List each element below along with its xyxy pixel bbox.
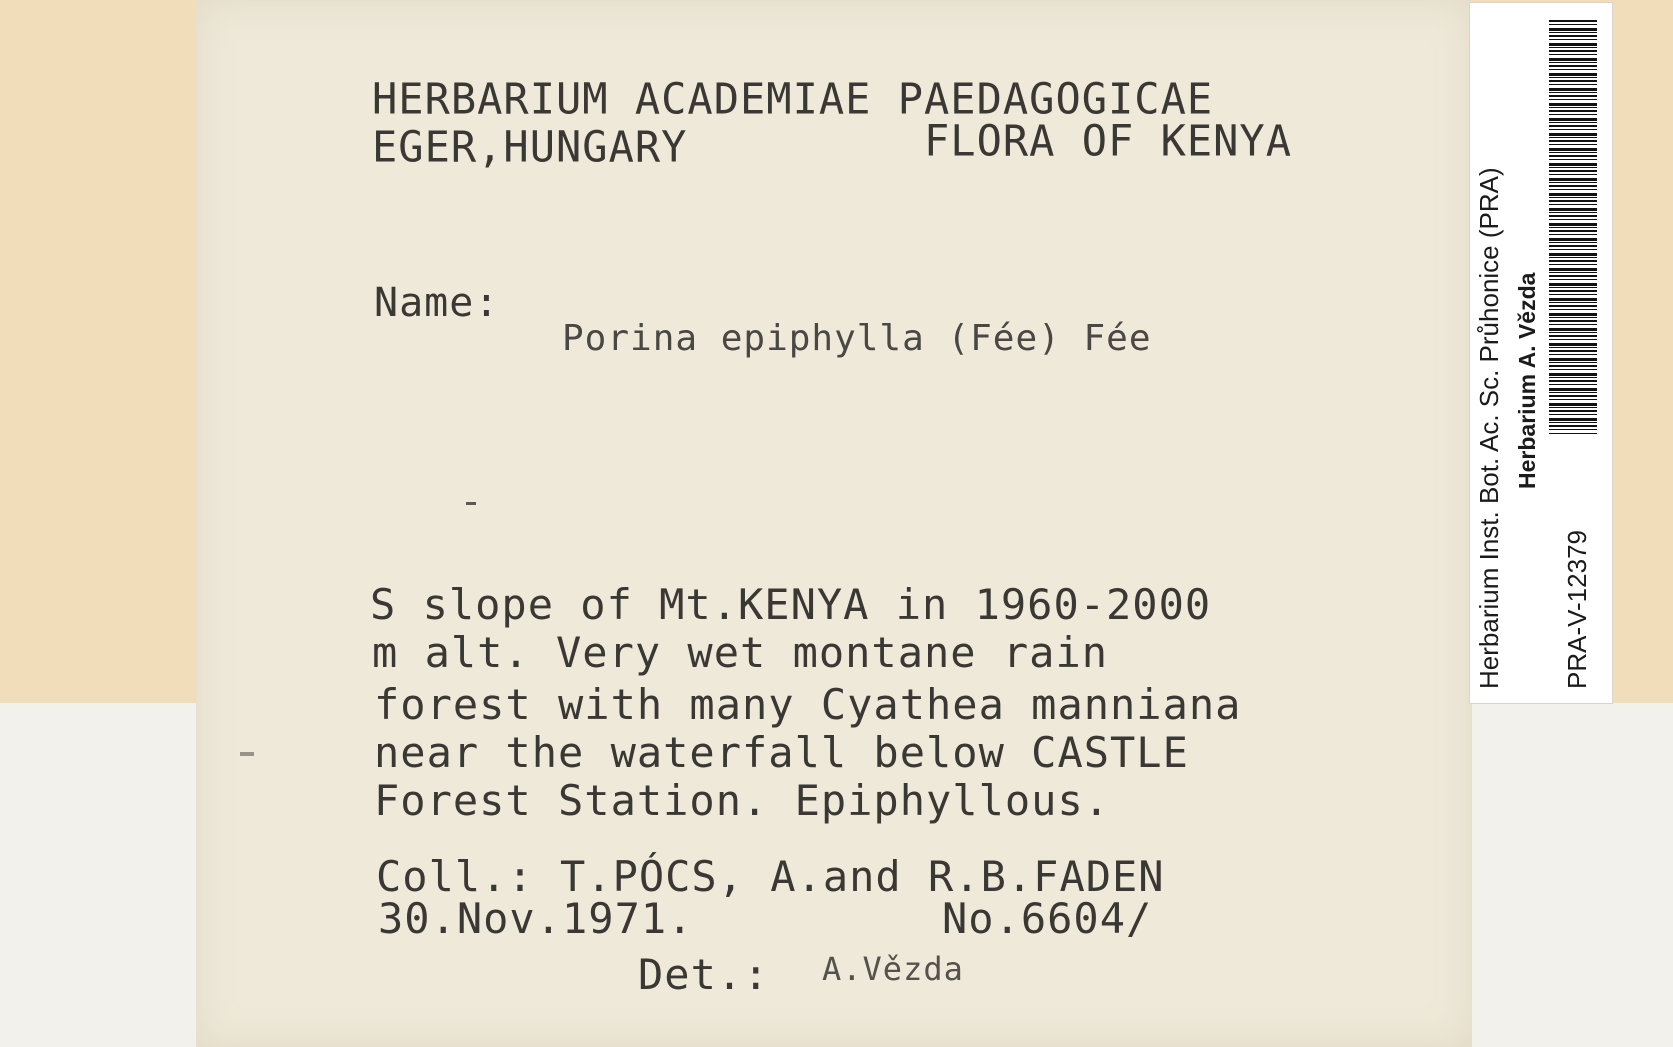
ink-speck [240,752,254,756]
institution-label: Herbarium Inst. Bot. Ac. Sc. Průhonice (PRA) [1474,167,1504,689]
ink-speck [466,502,476,505]
header-flora: FLORA OF KENYA [924,115,1293,166]
collectors: Coll.: T.PÓCS, A.and R.B.FADEN [376,852,1165,901]
taxon-name: Porina epiphylla (Fée) Fée [562,318,1152,359]
header-location: EGER,HUNGARY [372,121,688,172]
barcode [1549,20,1597,434]
locality-line-1: S slope of Mt.KENYA in 1960-2000 [370,580,1212,629]
name-label: Name: [374,280,500,326]
catalog-id: PRA-V-12379 [1562,530,1592,689]
header-line-1: HERBARIUM ACADEMIAE PAEDAGOGICAE [372,73,1214,124]
collection-number: No.6604/ [942,894,1153,943]
collection-label: Herbarium A. Vězda [1514,272,1540,489]
locality-line-3: forest with many Cyathea manniana [374,680,1242,729]
determiner-name: A.Vězda [822,950,964,988]
locality-line-5: Forest Station. Epiphyllous. [374,776,1111,825]
specimen-label [196,0,1472,1047]
locality-line-2: m alt. Very wet montane rain [372,628,1109,677]
collection-date: 30.Nov.1971. [378,894,694,943]
determiner-label: Det.: [638,950,770,999]
locality-line-4: near the waterfall below CASTLE [374,728,1189,777]
